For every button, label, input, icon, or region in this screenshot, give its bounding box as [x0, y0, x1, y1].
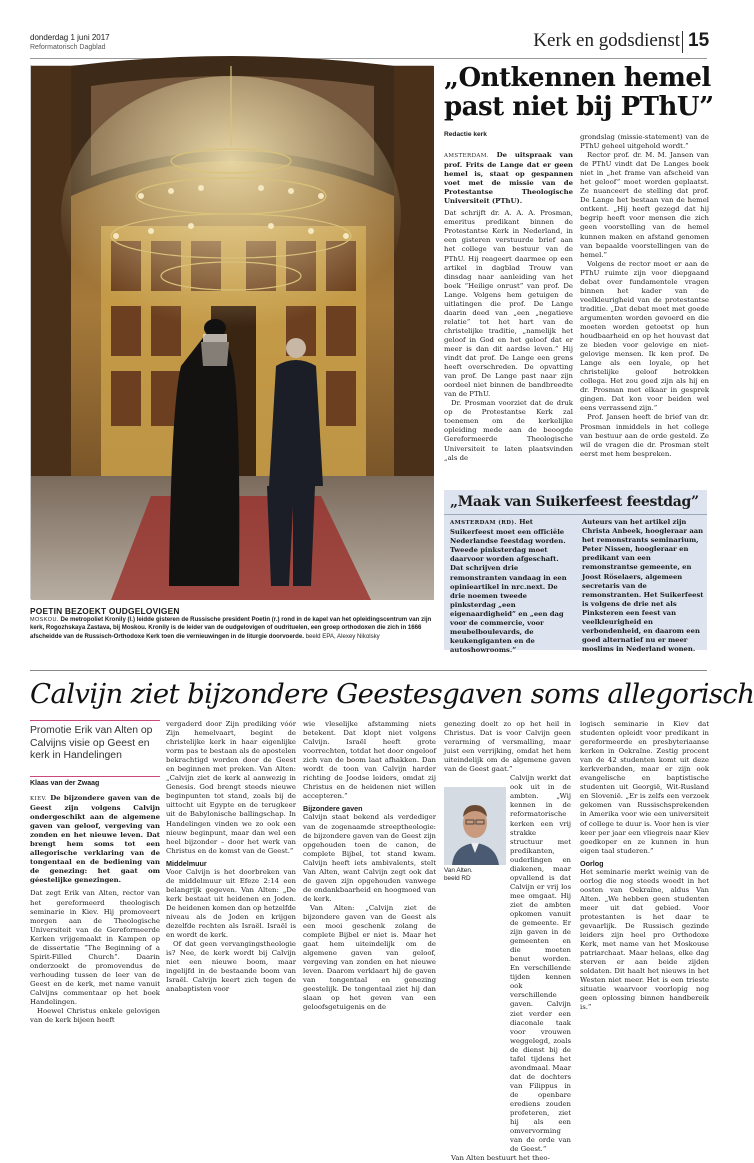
article2-paragraph: vergaderd door Zijn prediking vóór Zijn hemelvaart, begint de christelijke kerk in haar eigenlijke vorm pas te bestaan als de apostelen bekrachtigd worden door de Geest en beginnen met preken. Van Alten: „Calvijn ziet de kerk al aanwezig in Genesis. God brengt steeds nieuwe beginpunten tot stand, zoals bij de uittocht uit Egypte en de terugkeer uit de Babylonische ballingschap. In Handelingen vinden we zo ook een nieuw beginpunt, maar dan wel een heel bijzonder – door het werk van Christus en de komst van de Geest.” [166, 720, 296, 855]
article1-column-2 [580, 133, 709, 459]
article1-paragraph: Volgens de rector moet er aan de PThU ruimte zijn voor diepgaand debat over fundamentele vragen binnen het kader van de veelkleurigheid van de protestantse traditie. „Dat debat moet met goede argumenten worden gevoerd en die moeten worden getoetst op hun houdbaarheid en op het houvast dat ze bieden voor gelovige en niet-gelovige mensen. Ik ken prof. De Lange als een loyale, op het christelijke geloof betrokken collega. Het zou goed zijn als hij en dr. Prosman met elkaar in gesprek gingen. Dat kon voor beiden wel eens verrassend zijn.” [580, 259, 709, 413]
subheading: Middelmuur [166, 858, 207, 868]
article2-paragraph: Voor Calvijn is het doorbreken van de middelmuur uit Efeze 2:14 een belangrijk gegeven. Van Alten: „De kerk bestaat uit heidenen en Joden. De heidenen komen dan op hetzelfde niveau als de Joden en krijgen dezelfde rechten als Israël. Israël is en wordt de kerk. [166, 867, 296, 940]
article-headline: „Ontkennen hemel past niet bij PThU” [444, 63, 714, 122]
article2-paragraph: logisch seminarie in Kiev dat studenten opleidt voor predikant in gereformeerde en presbyteriaanse kerken in Oekraïne. Zestig procent van de 42 studenten komt uit deze kerkverbanden, maar er zijn ook evangelische en baptistische studenten uit Georgië, Wit-Rusland en Slovenië. „Er is zelfs een verzoek gekomen van Russischsprekenden in Amerika voor wie een universiteit of college te duur is. Voor hen is vier keer per jaar een vliegreis naar Kiev goedkoper en ze kunnen in hun eigen taal studeren.” [580, 720, 709, 855]
paper-name: Reformatorisch Dagblad [30, 44, 106, 51]
side-rule-top [30, 720, 160, 721]
church-interior-illustration [31, 66, 434, 600]
article2-paragraph: Of dat geen vervangingstheologie is? Nee, de kerk wordt bij Calvijn niet een nieuwe boom, maar ingelijfd in de bestaande boom van Israël. Calvijn keert zich tegen de anabaptisten voor [166, 940, 296, 994]
portrait-name: Van Alten. [444, 867, 473, 874]
article1-dateline: AMSTERDAM. [444, 153, 489, 159]
article1-paragraph: Dr. Prosman voorziet dat de druk op de Protestantse Kerk zal toenemen om de kerkelijke opleiding mede aan de beoogde Gereformeerde Theologische Universiteit te laten plaatsvinden „als de [444, 399, 573, 462]
box-dateline: AMSTERDAM (RD). [450, 520, 517, 526]
section-rule [30, 670, 707, 671]
portrait-caption [444, 867, 473, 883]
page-date: donderdag 1 juni 2017 [30, 33, 110, 42]
box-headline: „Maak van Suikerfeest feestdag” [450, 494, 699, 510]
article2-column-2 [166, 720, 296, 994]
article2-subheadline: Promotie Erik van Alten op Calvijns visie op Geest en kerk in Handelingen [30, 725, 153, 761]
news-photo[interactable] [30, 65, 433, 599]
masthead-divider [682, 31, 683, 53]
article2-column-1 [30, 794, 160, 1025]
portrait-credit: beeld RD [444, 875, 471, 882]
article2-author: Klaas van der Zwaag [30, 780, 100, 787]
article1-paragraph: Rector prof. dr. M. M. Jansen van de PThU vindt dat De Langes boek niet in „het frame van afscheid van het geloof” moet worden geplaatst. Ze nuanceert de stelling dat prof. De Lange het bestaan van de hemel ontkent. „Hij heeft gezegd dat hij begrip heeft voor mensen die zich geen voorstelling van de hemel kunnen maken en afstand genomen van bepaalde voorstellingen van de hemel.” [580, 151, 709, 259]
box-column-1 [450, 518, 572, 655]
top-rule [30, 58, 707, 59]
article2-paragraph: Hoewel Christus enkele gelovigen van de kerk bijeen heeft [30, 1007, 160, 1025]
article2-lead: De bijzondere gaven van de Geest zijn volgens Calvijn ondergeschikt aan de algemene gaven van geloof, vergeving van zonden en het nieuwe leven. Dat brengt hem soms tot een allegorische verklaring van de tongentaal en de bediening van de genezing: het gaat om géestelijke genezingen. [30, 794, 160, 885]
article2-paragraph: Calvijn staat bekend als verdediger van de zogenaamde streeptheologie: de bijzondere gaven van de Geest zijn opgehouden toen de canon, de complete Bijbel, tot stand kwam. Calvijn heeft iets ambivalents, stelt Van Alten, want Calvijn zegt ook dat de gaven zijn opgehouden vanwege de ondankbaarheid en hoogmoed van de kerk. [303, 813, 436, 903]
article1-paragraph: grondslag (missie-statement) van de PThU geheel uitgehold wordt.” [580, 133, 709, 151]
photo-credit: beeld EPA, Alexey Nikolsky [305, 632, 380, 640]
article-byline: Redactie kerk [444, 131, 487, 138]
section-title: Kerk en godsdienst [533, 30, 680, 51]
portrait-illustration [444, 787, 506, 865]
article2-dateline: KIEV. [30, 796, 48, 802]
photo-caption-title: POETIN BEZOEKT OUDGELOVIGEN [30, 606, 180, 616]
article2-paragraph: Dat zegt Erik van Alten, rector van het gereformeerd theologisch seminarie in Kiev. Hij promoveert morgen aan de Theologische Universiteit van de Gereformeerde Kerken vrijgemaakt in Kampen op de dissertatie “The Beginning of a Spirit-Filled Church”. Daarin onderzoekt de promovendus de verhouding tussen de leer van de Geest en de kerk, met name vanuit Calvijns commentaar op het boek Handelingen. [30, 889, 160, 1007]
article1-paragraph: Prof. Jansen heeft de brief van dr. Prosman inmiddels in het college van bestuur aan de orde gesteld. Ze wil de vragen die dr. Prosman stelt eerst met hem bespreken. [580, 413, 709, 458]
box-column-2: Auteurs van het artikel zijn Christa Anbeek, hoogleraar aan het remonstrants seminarium, Peter Nissen, hoogleraar en predikant van een remonstrantse gemeente, en Joost Röselaers, algemeen secretaris van de remonstranten. Het Suikerfeest is volgens de drie net als Pinksteren een feest van veelkleurigheid en verbondenheid, en daarom een goed alternatief nu er meer moslims in Nederland wonen. [582, 518, 704, 654]
box-rule [444, 514, 707, 515]
article1-lead: De uitspraak van prof. Frits de Lange dat er geen hemel is, staat op gespannen voet met de missie van de Protestantse Theologische Universiteit (PThU). [444, 151, 573, 206]
article1-paragraph: Dat schrijft dr. A. A. A. Prosman, emeritus predikant binnen de Protestantse Kerk in Nederland, in een gisteren verstuurde brief aan het college van bestuur van de PThU. Hij reageert daarmee op een artikel in dagblad Trouw van dinsdag naar aanleiding van het boek “Heilige onrust” van prof. De Lange. Volgens hem getuigen de uitlatingen die prof. De Lange daarin deed van „een „negatieve relatie” tot het hart van de christelijke traditie, „namelijk het geloof in God en het geloof dat er meer is dan dit aardse leven.” Hij vindt dat prof. De Lange een grens heeft overschreden. De opvatting van prof. De Lange past naar zijn oordeel niet binnen de bandbreedte van de PThU. [444, 209, 573, 399]
article2-headline: Calvijn ziet bijzondere Geestesgaven soms allegorisch [30, 678, 754, 710]
caption-body: De metropoliet Kronily (l.) leidde gisteren de Russische president Poetin (r.) rond in de kapel van het opleidingscentrum van zijn kerk, Rogozhskaya Zastava, bij Moskou. Kronily is de leider van de oudgelovigen of oudrituelen, een groep orthodoxen die zich in 1666 afscheidde van de Russisch-Orthodoxe Kerk toen die vernieuwingen in de liturgie doorvoerde. [30, 616, 432, 640]
article2-paragraph: Van Alten bestuurt het theo- [451, 1154, 550, 1163]
box-text: Het Suikerfeest moet een officiële Nederlandse feestdag worden. Tweede pinksterdag moet daarvoor worden afgeschaft. Dat schrijven drie remonstranten vandaag in een opinieartikel in nrc.next. De drie noemen tweede pinksterdag „een eigenaardigheid” en „een dag voor de commercie, voor meubelboulevards, de keukengiganten en de autoshowrooms.” [450, 518, 567, 655]
article2-paragraph: Van Alten: „Calvijn ziet de bijzondere gaven van de Geest als een mooi geschenk zolang de complete Bijbel er niet is. Maar het gaat hem uiteindelijk om de algemene gaven van geloof, vergeving van zonden en het nieuwe leven. Daarom verklaart hij de gaven van tongentaal en genezing geestelijk. De tongentaal ziet hij dan slaan op het geven van een geloofsgetuigenis en de [303, 903, 436, 1012]
article2-column-5 [580, 720, 709, 1013]
caption-dateline: MOSKOU. [30, 617, 59, 623]
subheading: Bijzondere gaven [303, 804, 363, 814]
photo-caption [30, 616, 436, 641]
portrait-photo[interactable] [444, 787, 506, 865]
article2-paragraph: wie vleselijke afstamming niets betekent. Dat klopt niet volgens Calvijn. Israël heeft grote voorrechten, totdat het door ongeloof zich van de boom laat afhakken. Dan wordt de toon van Calvijn harder richting de Joodse leiders, omdat zij Christus en de heidenen niet willen accepteren.” [303, 720, 436, 801]
subheading: Oorlog [580, 858, 604, 868]
article1-column-1 [444, 151, 573, 463]
article2-paragraph: genezing doelt zo op het heil in Christus. Dat is voor Calvijn geen verarming of versmalling, maar juist een verrijking, omdat het hem uiteindelijk om de algemene gaven van de Geest gaat.” [444, 720, 571, 774]
article2-paragraph: Het seminarie merkt weinig van de oorlog die nog steeds woedt in het oosten van Oekraïne, aldus Van Alten. „We hebben geen studenten meer uit dat gebied. Voor protestanten is het daar te gevaarlijk. De Russisch gezinde leiders zijn heel pro Orthodoxe Kerk, met name van het Moskouse patriarchaat. Maar helaas, elke dag sterven er aan beide zijden soldaten. Dit haalt het nieuws in het Westen niet meer. Het is een trieste situatie waarvoor voorlopig nog geen oplossing binnen handbereik is.” [580, 867, 709, 1012]
side-rule-bottom [30, 776, 160, 777]
article2-paragraph: Calvijn werkt dat ook uit in de ambten. „Wij kennen in de reformatorische kerken een vrij strakke structuur met predikanten, ouderlingen en diakenen, maar opvallend is dat Calvijn er vrij los mee omgaat. Hij ziet de ambten opkomen vanuit de gemeente. Er zijn gaven in de gemeenten en die moeten benut worden. En verschillende tijden kennen ook verschillende gaven. Calvijn ziet verder een diaconale taak voor vrouwen weggelegd, zoals de dienst bij de tafel tijdens het avondmaal. Maar dat de dochters van Filippus in de openbare erediens zouden profeteren, ziet hij als een omvervorming van de orde van de Geest.” [510, 774, 571, 1154]
article2-column-3 [303, 720, 436, 1013]
page-number: 15 [688, 30, 710, 51]
